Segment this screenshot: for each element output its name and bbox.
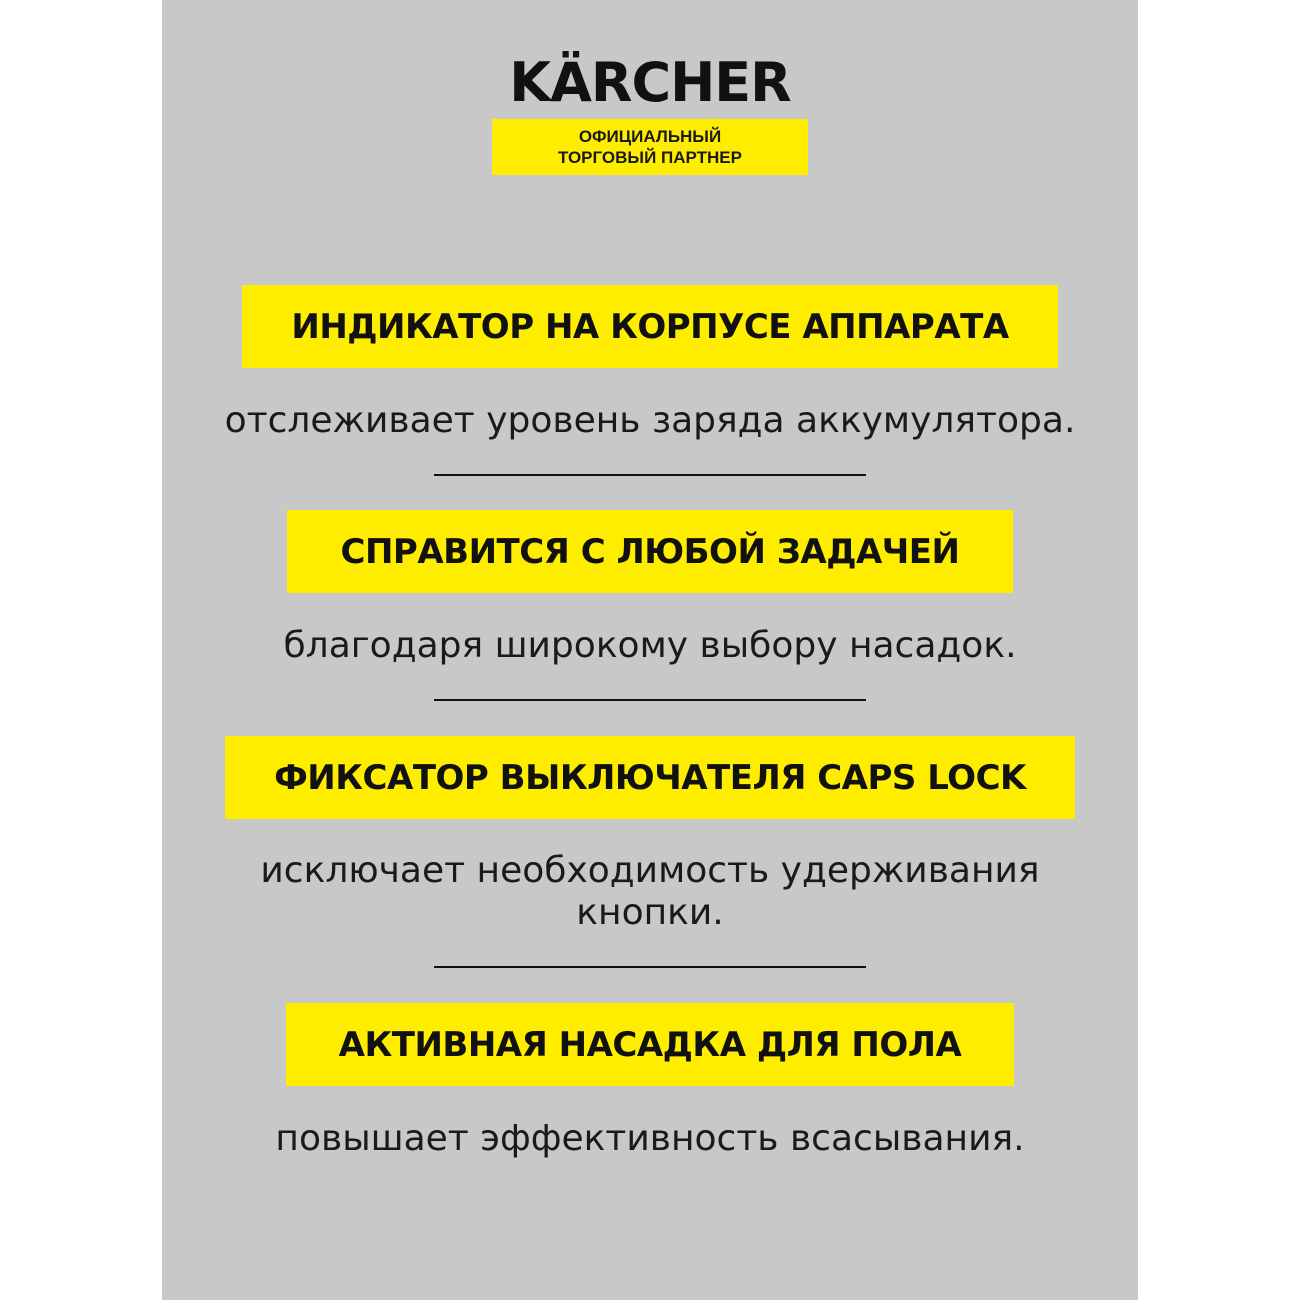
- description-line: исключает необходимость удерживания: [260, 850, 1040, 891]
- feature-description-battery-indicator: [162, 400, 1138, 442]
- feature-heading-floor-nozzle: АКТИВНАЯ НАСАДКА ДЛЯ ПОЛА: [286, 1003, 1014, 1086]
- official-partner-badge: [492, 119, 808, 175]
- description-line: отслеживает уровень заряда аккумулятора.: [224, 400, 1076, 441]
- feature-description-floor-nozzle: [162, 1118, 1138, 1160]
- karcher-logo: KÄRCHER: [509, 51, 791, 114]
- badge-line-1: ОФИЦИАЛЬНЫЙ: [578, 127, 722, 146]
- divider: [434, 966, 866, 968]
- badge-line-2: ТОРГОВЫЙ ПАРТНЕР: [558, 148, 742, 167]
- feature-description-switch-lock: [162, 850, 1138, 934]
- feature-description-any-task: [162, 625, 1138, 667]
- feature-heading-switch-lock: ФИКСАТОР ВЫКЛЮЧАТЕЛЯ CAPS LOCK: [225, 736, 1075, 819]
- description-line: повышает эффективность всасывания.: [275, 1118, 1025, 1159]
- divider: [434, 699, 866, 701]
- feature-heading-battery-indicator: ИНДИКАТОР НА КОРПУСЕ АППАРАТА: [242, 285, 1058, 368]
- description-line: кнопки.: [576, 892, 724, 933]
- description-line: благодаря широкому выбору насадок.: [283, 625, 1017, 666]
- divider: [434, 474, 866, 476]
- feature-heading-any-task: СПРАВИТСЯ С ЛЮБОЙ ЗАДАЧЕЙ: [287, 510, 1013, 593]
